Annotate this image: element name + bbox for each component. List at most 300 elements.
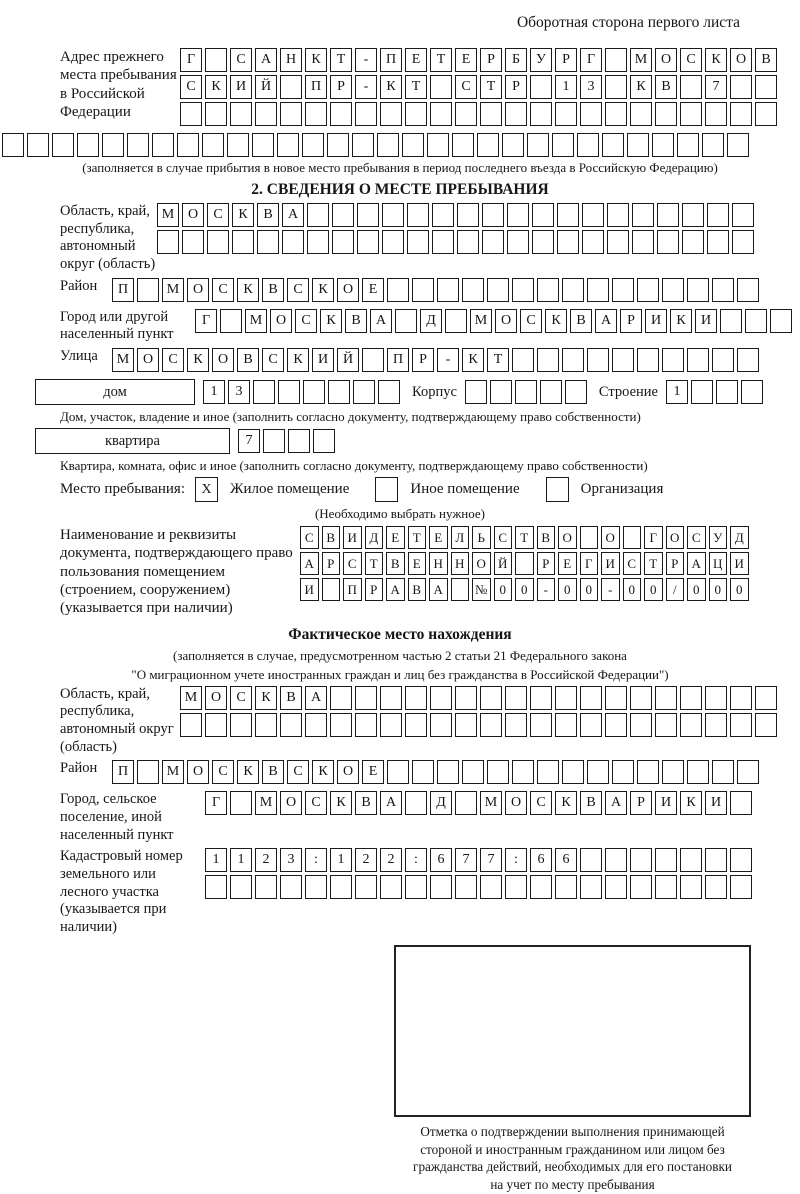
char-cell <box>680 102 702 126</box>
char-cell <box>730 75 752 99</box>
char-cell <box>555 102 577 126</box>
char-cell <box>430 686 452 710</box>
kvartira-row <box>35 428 800 454</box>
char-cell <box>352 133 374 157</box>
char-cell <box>712 348 734 372</box>
char-cell <box>702 133 724 157</box>
char-cell: К <box>205 75 227 99</box>
char-cell <box>707 230 729 254</box>
fact-note-line-2: "О миграционном учете иностранных граждан и лиц без гражданства в Российской Федерации") <box>131 666 669 682</box>
char-cell: С <box>687 526 706 549</box>
char-cell: В <box>408 578 427 601</box>
option-label-zhiloe: Жилое помещение <box>230 481 350 498</box>
char-cell <box>515 552 534 575</box>
char-cell <box>305 875 327 899</box>
char-cell: С <box>180 75 202 99</box>
char-cell <box>515 380 537 404</box>
char-cell: И <box>312 348 334 372</box>
char-cell <box>477 133 499 157</box>
char-cell <box>705 102 727 126</box>
char-cell <box>737 760 759 784</box>
char-cell <box>580 686 602 710</box>
char-cell <box>612 278 634 302</box>
char-cell: О <box>205 686 227 710</box>
char-cell: Г <box>644 526 663 549</box>
char-cell: С <box>520 309 542 333</box>
char-cell <box>680 713 702 737</box>
char-cell <box>77 133 99 157</box>
char-cell: С <box>212 278 234 302</box>
stay-gorod-block <box>60 309 800 344</box>
char-cell <box>405 686 427 710</box>
char-cell: О <box>505 791 527 815</box>
option-label-organizatsiya: Организация <box>580 481 664 498</box>
char-cell <box>612 348 634 372</box>
char-cell <box>687 348 709 372</box>
char-cell <box>652 133 674 157</box>
char-cell <box>677 133 699 157</box>
char-cell <box>252 133 274 157</box>
char-cell <box>580 848 602 872</box>
char-cell <box>680 686 702 710</box>
char-cell: - <box>355 48 377 72</box>
char-cell <box>227 133 249 157</box>
char-cell: В <box>345 309 367 333</box>
dom-row <box>35 379 800 405</box>
char-cell <box>355 686 377 710</box>
char-cell: 0 <box>687 578 706 601</box>
char-cell: А <box>595 309 617 333</box>
char-cell: О <box>182 203 204 227</box>
char-cell: С <box>287 760 309 784</box>
stay-ulitsa-block <box>60 348 800 375</box>
char-cell: С <box>343 552 362 575</box>
stamp-caption-line-2: стороной и иностранным гражданином или лицом без <box>420 1141 725 1157</box>
char-cell <box>655 102 677 126</box>
char-cell <box>655 875 677 899</box>
char-cell <box>537 760 559 784</box>
char-cell <box>427 133 449 157</box>
char-cell <box>705 875 727 899</box>
char-cell: А <box>605 791 627 815</box>
char-cell: К <box>237 278 259 302</box>
char-cell: А <box>255 48 277 72</box>
fact-section-title: Фактическое место нахождения <box>288 625 512 643</box>
char-cell: В <box>257 203 279 227</box>
stay-raion-row <box>112 278 759 302</box>
char-cell <box>630 875 652 899</box>
char-cell: 0 <box>558 578 577 601</box>
char-cell <box>720 309 742 333</box>
char-cell: О <box>187 760 209 784</box>
char-cell <box>303 380 325 404</box>
char-cell: 0 <box>580 578 599 601</box>
char-cell <box>480 875 502 899</box>
char-cell: А <box>429 578 448 601</box>
char-cell: В <box>262 760 284 784</box>
char-cell: С <box>623 552 642 575</box>
char-cell: П <box>380 48 402 72</box>
char-cell <box>607 230 629 254</box>
char-cell: К <box>237 760 259 784</box>
char-cell <box>662 348 684 372</box>
char-cell: Г <box>580 552 599 575</box>
fact-gorod-row <box>205 791 752 815</box>
char-cell <box>580 713 602 737</box>
char-cell: С <box>162 348 184 372</box>
char-cell <box>682 203 704 227</box>
char-cell <box>355 102 377 126</box>
fact-oblast-row-2 <box>180 713 777 737</box>
char-cell <box>555 686 577 710</box>
char-cell <box>462 278 484 302</box>
char-cell <box>180 713 202 737</box>
prev-address-row-2 <box>180 75 777 99</box>
char-cell <box>480 713 502 737</box>
char-cell: И <box>705 791 727 815</box>
char-cell <box>662 278 684 302</box>
char-cell <box>230 875 252 899</box>
char-cell <box>505 713 527 737</box>
char-cell <box>630 686 652 710</box>
char-cell <box>587 348 609 372</box>
char-cell <box>730 875 752 899</box>
fact-kadastr-block <box>60 848 800 936</box>
stamp-caption-line-3: гражданства действий, необходимых для его постановки <box>413 1159 732 1175</box>
char-cell <box>607 203 629 227</box>
fact-kadastr-row-2 <box>205 875 752 899</box>
char-cell <box>680 75 702 99</box>
char-cell: Л <box>451 526 470 549</box>
char-cell <box>662 760 684 784</box>
char-cell <box>288 429 310 453</box>
place-type-label: Место пребывания: <box>60 481 185 498</box>
char-cell <box>512 278 534 302</box>
char-cell: О <box>270 309 292 333</box>
char-cell: Т <box>487 348 509 372</box>
char-cell <box>487 278 509 302</box>
char-cell: - <box>537 578 556 601</box>
char-cell: : <box>505 848 527 872</box>
char-cell: В <box>322 526 341 549</box>
prev-address-block <box>60 48 800 129</box>
char-cell <box>277 133 299 157</box>
char-cell: В <box>655 75 677 99</box>
char-cell <box>577 133 599 157</box>
char-cell: В <box>537 526 556 549</box>
char-cell <box>655 713 677 737</box>
fact-kadastr-label: Кадастровый номер земельного или лесного участка (указывается при наличии) <box>60 848 183 936</box>
char-cell <box>555 713 577 737</box>
char-cell: 0 <box>709 578 728 601</box>
char-cell <box>377 133 399 157</box>
char-cell: П <box>343 578 362 601</box>
char-cell: В <box>355 791 377 815</box>
char-cell <box>707 203 729 227</box>
char-cell <box>530 875 552 899</box>
char-cell <box>457 203 479 227</box>
char-cell <box>755 686 777 710</box>
char-cell: М <box>162 278 184 302</box>
char-cell <box>737 278 759 302</box>
char-cell <box>562 348 584 372</box>
char-cell: П <box>305 75 327 99</box>
char-cell <box>255 102 277 126</box>
char-cell: К <box>232 203 254 227</box>
char-cell <box>580 875 602 899</box>
char-cell: О <box>280 791 302 815</box>
char-cell <box>455 713 477 737</box>
char-cell <box>770 309 792 333</box>
char-cell: И <box>300 578 319 601</box>
prev-address-row-3 <box>180 102 777 126</box>
char-cell <box>2 133 24 157</box>
char-cell <box>305 713 327 737</box>
char-cell <box>632 230 654 254</box>
char-cell <box>180 102 202 126</box>
char-cell <box>405 713 427 737</box>
char-cell: Т <box>408 526 427 549</box>
char-cell: 2 <box>355 848 377 872</box>
char-cell: Г <box>580 48 602 72</box>
char-cell <box>657 203 679 227</box>
char-cell: Д <box>430 791 452 815</box>
char-cell <box>507 230 529 254</box>
char-cell: И <box>601 552 620 575</box>
char-cell: К <box>320 309 342 333</box>
char-cell <box>253 380 275 404</box>
char-cell <box>302 133 324 157</box>
char-cell <box>630 848 652 872</box>
fact-note-line-1: (заполняется в случае, предусмотренном частью 2 статьи 21 Федерального закона <box>173 647 627 663</box>
char-cell <box>530 75 552 99</box>
kvartira-cells <box>238 429 335 453</box>
char-cell <box>730 686 752 710</box>
char-cell: А <box>282 203 304 227</box>
fact-raion-label: Район <box>60 760 98 777</box>
char-cell: № <box>472 578 491 601</box>
char-cell: О <box>601 526 620 549</box>
char-cell: И <box>230 75 252 99</box>
char-cell <box>482 203 504 227</box>
char-cell: У <box>530 48 552 72</box>
char-cell <box>623 526 642 549</box>
char-cell: К <box>330 791 352 815</box>
prev-address-row-4 <box>2 133 800 157</box>
char-cell <box>655 686 677 710</box>
char-cell <box>255 713 277 737</box>
char-cell: 3 <box>580 75 602 99</box>
fact-kadastr-row-1 <box>205 848 752 872</box>
char-cell: В <box>280 686 302 710</box>
char-cell: И <box>655 791 677 815</box>
char-cell: М <box>157 203 179 227</box>
prev-address-label: Адрес прежнего места пребывания в Российской Федерации <box>60 49 177 120</box>
char-cell <box>605 848 627 872</box>
char-cell: 0 <box>644 578 663 601</box>
char-cell <box>732 230 754 254</box>
char-cell <box>612 760 634 784</box>
char-cell: Е <box>429 526 448 549</box>
fact-gorod-label: Город, сельское поселение, иной населенный пункт <box>60 791 174 843</box>
char-cell <box>437 760 459 784</box>
char-cell <box>430 713 452 737</box>
char-cell <box>405 102 427 126</box>
char-cell: Д <box>420 309 442 333</box>
char-cell <box>280 75 302 99</box>
char-cell <box>530 713 552 737</box>
char-cell: О <box>558 526 577 549</box>
document-label: Наименование и реквизиты документа, подтверждающего право пользования помещением (строением, сооружением) (указывается при наличии) <box>60 527 293 617</box>
char-cell: О <box>137 348 159 372</box>
stay-ulitsa-label: Улица <box>60 348 98 365</box>
char-cell: Ц <box>709 552 728 575</box>
char-cell: Т <box>405 75 427 99</box>
char-cell <box>407 230 429 254</box>
char-cell <box>505 875 527 899</box>
char-cell <box>630 102 652 126</box>
char-cell <box>562 278 584 302</box>
char-cell <box>630 713 652 737</box>
char-cell <box>280 875 302 899</box>
char-cell <box>532 203 554 227</box>
char-cell <box>562 760 584 784</box>
char-cell: М <box>112 348 134 372</box>
char-cell <box>512 760 534 784</box>
char-cell <box>691 380 713 404</box>
char-cell <box>705 848 727 872</box>
char-cell <box>705 713 727 737</box>
char-cell <box>332 230 354 254</box>
char-cell <box>280 102 302 126</box>
char-cell: С <box>262 348 284 372</box>
char-cell <box>330 875 352 899</box>
char-cell <box>465 380 487 404</box>
char-cell <box>430 875 452 899</box>
char-cell <box>220 309 242 333</box>
char-cell <box>332 203 354 227</box>
char-cell: Е <box>386 526 405 549</box>
stroenie-label: Строение <box>598 383 658 400</box>
char-cell: И <box>730 552 749 575</box>
char-cell: К <box>312 760 334 784</box>
char-cell: С <box>530 791 552 815</box>
char-cell <box>637 760 659 784</box>
char-cell: Й <box>494 552 513 575</box>
char-cell <box>378 380 400 404</box>
char-cell: Д <box>365 526 384 549</box>
char-cell <box>395 309 417 333</box>
checkbox-inoe-pomeshchenie <box>375 477 398 502</box>
document-row-1 <box>300 526 749 549</box>
char-cell: 1 <box>330 848 352 872</box>
char-cell <box>305 102 327 126</box>
char-cell: 6 <box>530 848 552 872</box>
char-cell: К <box>255 686 277 710</box>
char-cell: 0 <box>623 578 642 601</box>
char-cell: Е <box>362 760 384 784</box>
char-cell: П <box>387 348 409 372</box>
char-cell: М <box>180 686 202 710</box>
char-cell: Е <box>558 552 577 575</box>
char-cell <box>387 278 409 302</box>
char-cell <box>512 348 534 372</box>
char-cell <box>402 133 424 157</box>
char-cell <box>605 75 627 99</box>
char-cell <box>52 133 74 157</box>
fact-raion-row <box>112 760 759 784</box>
char-cell <box>455 791 477 815</box>
char-cell <box>741 380 763 404</box>
char-cell <box>505 686 527 710</box>
char-cell <box>755 75 777 99</box>
char-cell <box>680 875 702 899</box>
char-cell: В <box>262 278 284 302</box>
char-cell: А <box>687 552 706 575</box>
char-cell: 6 <box>555 848 577 872</box>
char-cell: 3 <box>280 848 302 872</box>
char-cell: 0 <box>730 578 749 601</box>
char-cell: И <box>343 526 362 549</box>
char-cell <box>687 278 709 302</box>
char-cell <box>605 48 627 72</box>
char-cell <box>487 760 509 784</box>
char-cell: С <box>230 686 252 710</box>
dom-field-box: дом <box>35 379 195 405</box>
char-cell <box>157 230 179 254</box>
char-cell: Д <box>730 526 749 549</box>
char-cell <box>255 875 277 899</box>
char-cell <box>480 686 502 710</box>
char-cell <box>432 203 454 227</box>
char-cell <box>582 203 604 227</box>
char-cell: В <box>755 48 777 72</box>
stay-gorod-label: Город или другой населенный пункт <box>60 308 174 343</box>
char-cell <box>557 230 579 254</box>
char-cell: Р <box>620 309 642 333</box>
char-cell: О <box>337 278 359 302</box>
char-cell: К <box>305 48 327 72</box>
char-cell: Р <box>412 348 434 372</box>
stroenie-cells <box>666 380 763 404</box>
char-cell: С <box>455 75 477 99</box>
option-label-inoe: Иное помещение <box>410 481 520 498</box>
stay-oblast-row-1 <box>157 203 754 227</box>
char-cell <box>637 348 659 372</box>
char-cell: Р <box>480 48 502 72</box>
char-cell <box>330 713 352 737</box>
document-row-2 <box>300 552 749 575</box>
char-cell: 1 <box>555 75 577 99</box>
char-cell <box>580 102 602 126</box>
char-cell: А <box>380 791 402 815</box>
char-cell <box>505 102 527 126</box>
char-cell <box>605 686 627 710</box>
char-cell: Т <box>365 552 384 575</box>
stamp-box <box>394 945 751 1117</box>
char-cell <box>278 380 300 404</box>
char-cell: Й <box>337 348 359 372</box>
stay-ulitsa-row <box>112 348 759 372</box>
char-cell: Е <box>408 552 427 575</box>
char-cell <box>380 713 402 737</box>
char-cell: Р <box>505 75 527 99</box>
char-cell: П <box>112 760 134 784</box>
char-cell: М <box>255 791 277 815</box>
char-cell <box>412 760 434 784</box>
char-cell: С <box>295 309 317 333</box>
char-cell <box>682 230 704 254</box>
